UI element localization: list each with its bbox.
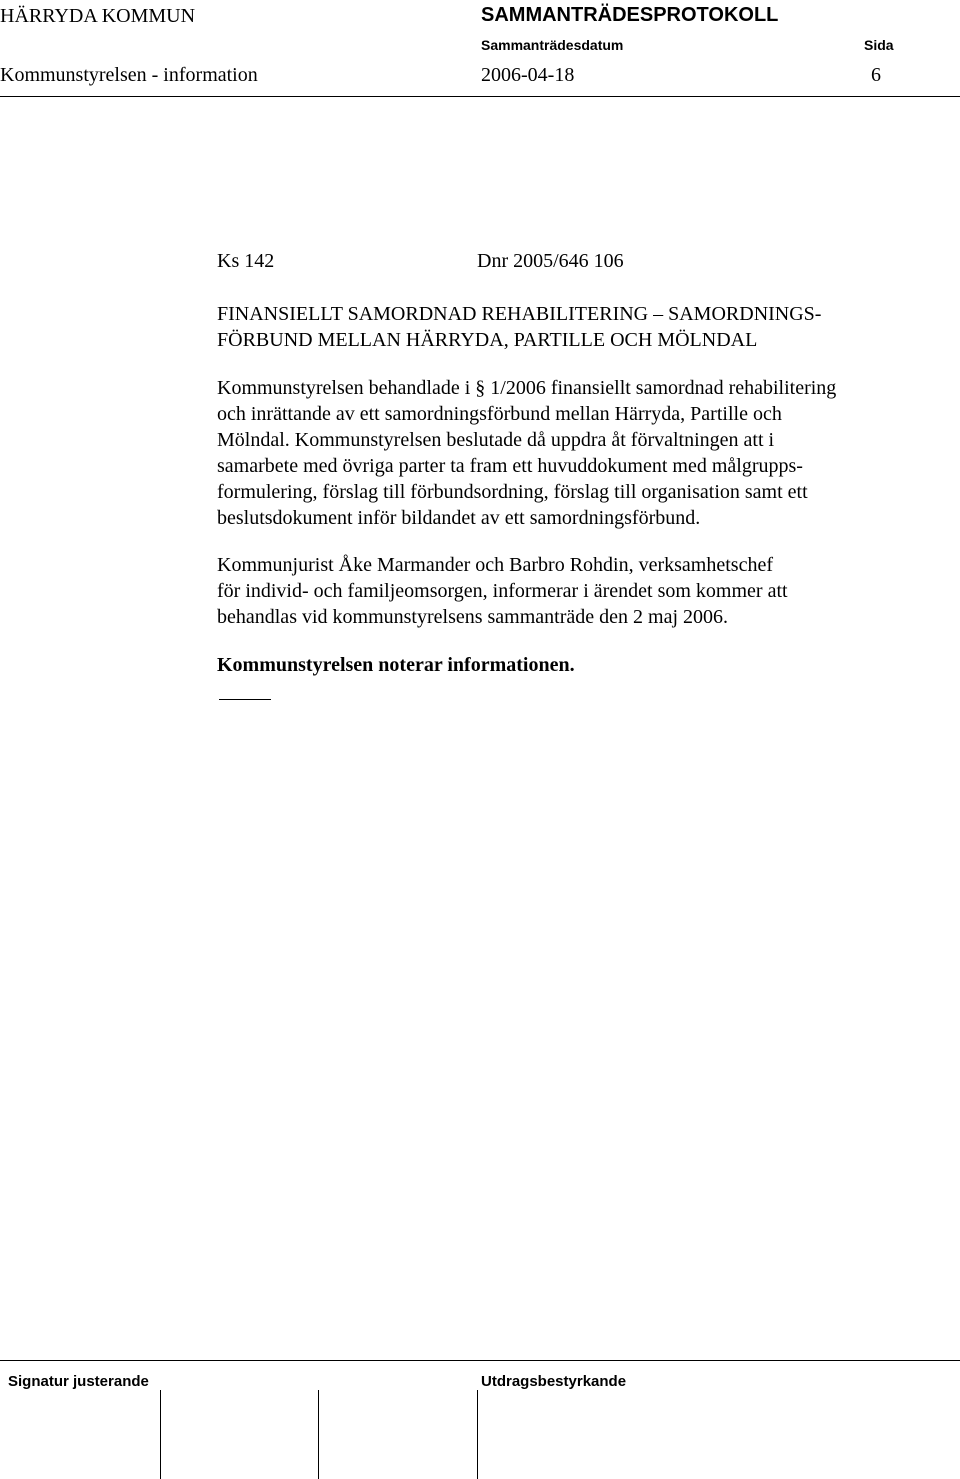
paragraph-line: och inrättande av ett samordningsförbund mellan Härryda, Partille och — [217, 403, 782, 425]
organization-name: HÄRRYDA KOMMUN — [0, 5, 196, 27]
item-heading-line: FÖRBUND MELLAN HÄRRYDA, PARTILLE OCH MÖLNDAL — [217, 329, 758, 351]
signature-box-divider — [160, 1390, 161, 1479]
meeting-date: 2006-04-18 — [481, 64, 575, 86]
page-label: Sida — [864, 37, 894, 53]
page-number: 6 — [871, 64, 881, 86]
registry-number: Dnr 2005/646 106 — [477, 250, 624, 272]
section-end-rule — [219, 699, 271, 700]
information-paragraph — [217, 552, 937, 630]
background-paragraph — [217, 375, 937, 531]
certification-label: Utdragsbestyrkande — [481, 1373, 627, 1390]
document-type: SAMMANTRÄDESPROTOKOLL — [481, 4, 779, 26]
paragraph-line: för individ- och familjeomsorgen, informerar i ärendet som kommer att — [217, 580, 788, 602]
header-divider — [0, 96, 960, 97]
paragraph-line: beslutsdokument inför bildandet av ett samordningsförbund. — [217, 507, 701, 529]
meeting-date-label: Sammanträdesdatum — [481, 37, 624, 53]
signature-box-divider — [318, 1390, 319, 1479]
paragraph-line: samarbete med övriga parter ta fram ett huvuddokument med målgrupps- — [217, 455, 803, 477]
paragraph-line: Mölndal. Kommunstyrelsen beslutade då uppdra åt förvaltningen att i — [217, 429, 775, 451]
paragraph-line: Kommunstyrelsen behandlade i § 1/2006 finansiellt samordnad rehabilitering — [217, 377, 837, 399]
unit-name: Kommunstyrelsen - information — [0, 64, 258, 86]
case-number: Ks 142 — [217, 250, 275, 272]
paragraph-line: Kommunjurist Åke Marmander och Barbro Rohdin, verksamhetschef — [217, 554, 773, 576]
footer-divider — [0, 1360, 960, 1361]
decision-text: Kommunstyrelsen noterar informationen. — [217, 654, 575, 676]
paragraph-line: behandlas vid kommunstyrelsens sammanträde den 2 maj 2006. — [217, 606, 729, 628]
item-heading-line: FINANSIELLT SAMORDNAD REHABILITERING – SAMORDNINGS- — [217, 303, 822, 325]
item-heading — [217, 301, 917, 353]
paragraph-line: formulering, förslag till förbundsordning, förslag till organisation samt ett — [217, 481, 808, 503]
signature-label: Signatur justerande — [8, 1373, 149, 1390]
signature-box-divider — [477, 1390, 478, 1479]
